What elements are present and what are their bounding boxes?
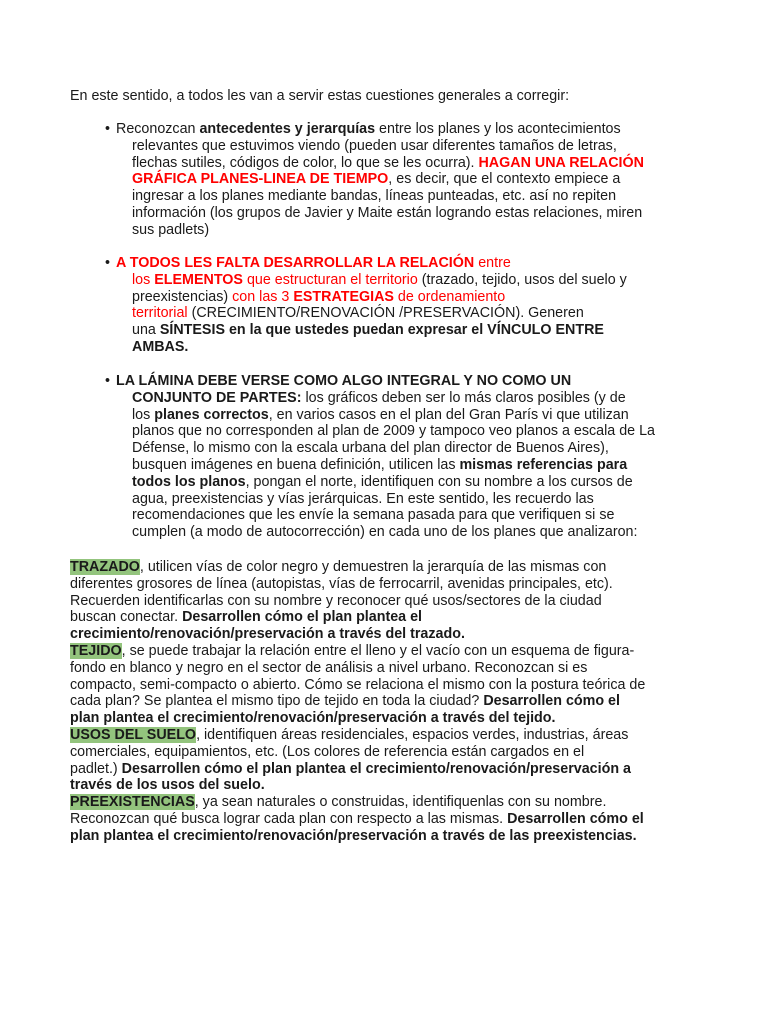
bullet-item-relacion: [105, 255, 705, 356]
text-line: compacto, semi-compacto o abierto. Cómo se relaciona el mismo con la postura teórica de: [70, 676, 646, 693]
section-trazado: [70, 559, 710, 643]
text-line: ingresar a los planes mediante bandas, líneas punteadas, etc. así no repiten: [132, 188, 617, 205]
text-line: cada plan? Se plantea el mismo tipo de tejido en toda la ciudad? Desarrollen cómo el: [70, 693, 620, 710]
text-line: Reconozcan qué busca lograr cada plan con respecto a las mismas. Desarrollen cómo el: [70, 810, 644, 827]
text-line: cumplen (a modo de autocorrección) en cada uno de los planes que analizaron:: [132, 524, 638, 541]
text-line: fondo en blanco y negro en el sector de análisis a nivel urbano. Reconozcan si es: [70, 659, 588, 676]
text-line: crecimiento/renovación/preservación a través del trazado.: [70, 626, 465, 643]
text-line: busquen imágenes en buena definición, utilicen las mismas referencias para: [132, 456, 628, 473]
text-line: territorial (CRECIMIENTO/RENOVACIÓN /PRESERVACIÓN). Generen: [132, 305, 584, 322]
section-usos-del-suelo: [70, 727, 710, 794]
text-line: través de los usos del suelo.: [70, 777, 265, 794]
text-line: Reconozcan antecedentes y jerarquías entre los planes y los acontecimientos: [116, 121, 621, 137]
text-line: plan plantea el crecimiento/renovación/preservación a través del tejido.: [70, 710, 556, 727]
text-line: padlet.) Desarrollen cómo el plan plantea el crecimiento/renovación/preservación a: [70, 760, 631, 777]
section-tejido: [70, 643, 710, 727]
intro-paragraph: En este sentido, a todos les van a servir estas cuestiones generales a corregir:: [70, 88, 570, 104]
bullet-icon: •: [105, 373, 111, 389]
text-line: plan plantea el crecimiento/renovación/preservación a través de las preexistencias.: [70, 827, 637, 844]
text-line: Défense, lo mismo con la escala urbana del plan director de Buenos Aires),: [132, 440, 609, 457]
text-line: preexistencias) con las 3 ESTRATEGIAS de ordenamiento: [132, 288, 506, 305]
text-line: TEJIDO, se puede trabajar la relación entre el lleno y el vacío con un esquema de figura-: [70, 643, 635, 659]
text-line: AMBAS.: [132, 338, 189, 355]
text-line: planos que no corresponden al plan de 2009 y tampoco veo planos a escala de La: [132, 423, 656, 440]
text-line: PREEXISTENCIAS, ya sean naturales o construidas, identifiquenlas con su nombre.: [70, 794, 607, 810]
text-line: recomendaciones que les envíe la semana pasada para que verifiquen si se: [132, 507, 615, 524]
text-line: los ELEMENTOS que estructuran el territorio (trazado, tejido, usos del suelo y: [132, 271, 627, 288]
text-line: A TODOS LES FALTA DESARROLLAR LA RELACIÓN entre: [116, 255, 511, 271]
text-line: flechas sutiles, códigos de color, lo que se les ocurra). HAGAN UNA RELACIÓN: [132, 154, 644, 171]
highlight-label-trazado: TRAZADO: [70, 559, 140, 575]
text-line: información (los grupos de Javier y Maite están logrando estas relaciones, miren: [132, 204, 643, 221]
text-line: todos los planos, pongan el norte, identifiquen con su nombre a los cursos de: [132, 473, 633, 490]
text-line: Recuerden identificarlas con su nombre y reconocer qué usos/sectores de la ciudad: [70, 592, 602, 609]
text-line: una SÍNTESIS en la que ustedes puedan expresar el VÍNCULO ENTRE: [132, 322, 604, 339]
highlight-label-preexistencias: PREEXISTENCIAS: [70, 794, 195, 810]
text-line: relevantes que estuvimos viendo (pueden usar diferentes tamaños de letras,: [132, 137, 617, 154]
text-line: los planes correctos, en varios casos en el plan del Gran París vi que utilizan: [132, 406, 629, 423]
bullet-item-lamina: [105, 373, 705, 541]
text-line: buscan conectar. Desarrollen cómo el plan plantea el: [70, 609, 423, 626]
text-line: comerciales, equipamientos, etc. (Los colores de referencia están cargados en el: [70, 743, 585, 760]
text-line: TRAZADO, utilicen vías de color negro y demuestren la jerarquía de las mismas con: [70, 559, 607, 575]
text-line: diferentes grosores de línea (autopistas, vías de ferrocarril, avenidas principales, etc).: [70, 575, 613, 592]
text-line: sus padlets): [132, 221, 210, 238]
bullet-item-antecedentes: [105, 121, 705, 239]
text-line: LA LÁMINA DEBE VERSE COMO ALGO INTEGRAL Y NO COMO UN: [116, 373, 572, 389]
bullet-icon: •: [105, 255, 111, 271]
text-line: GRÁFICA PLANES-LINEA DE TIEMPO, es decir, que el contexto empiece a: [132, 171, 621, 188]
highlight-label-usos: USOS DEL SUELO: [70, 727, 197, 743]
highlight-label-tejido: TEJIDO: [70, 643, 122, 659]
section-preexistencias: [70, 794, 710, 844]
bullet-icon: •: [105, 121, 111, 137]
text-line: agua, preexistencias y vías jerárquicas. En este sentido, les recuerdo las: [132, 490, 594, 507]
text-line: USOS DEL SUELO, identifiquen áreas residenciales, espacios verdes, industrias, áreas: [70, 727, 629, 743]
text-line: CONJUNTO DE PARTES: los gráficos deben ser lo más claros posibles (y de: [132, 389, 626, 406]
